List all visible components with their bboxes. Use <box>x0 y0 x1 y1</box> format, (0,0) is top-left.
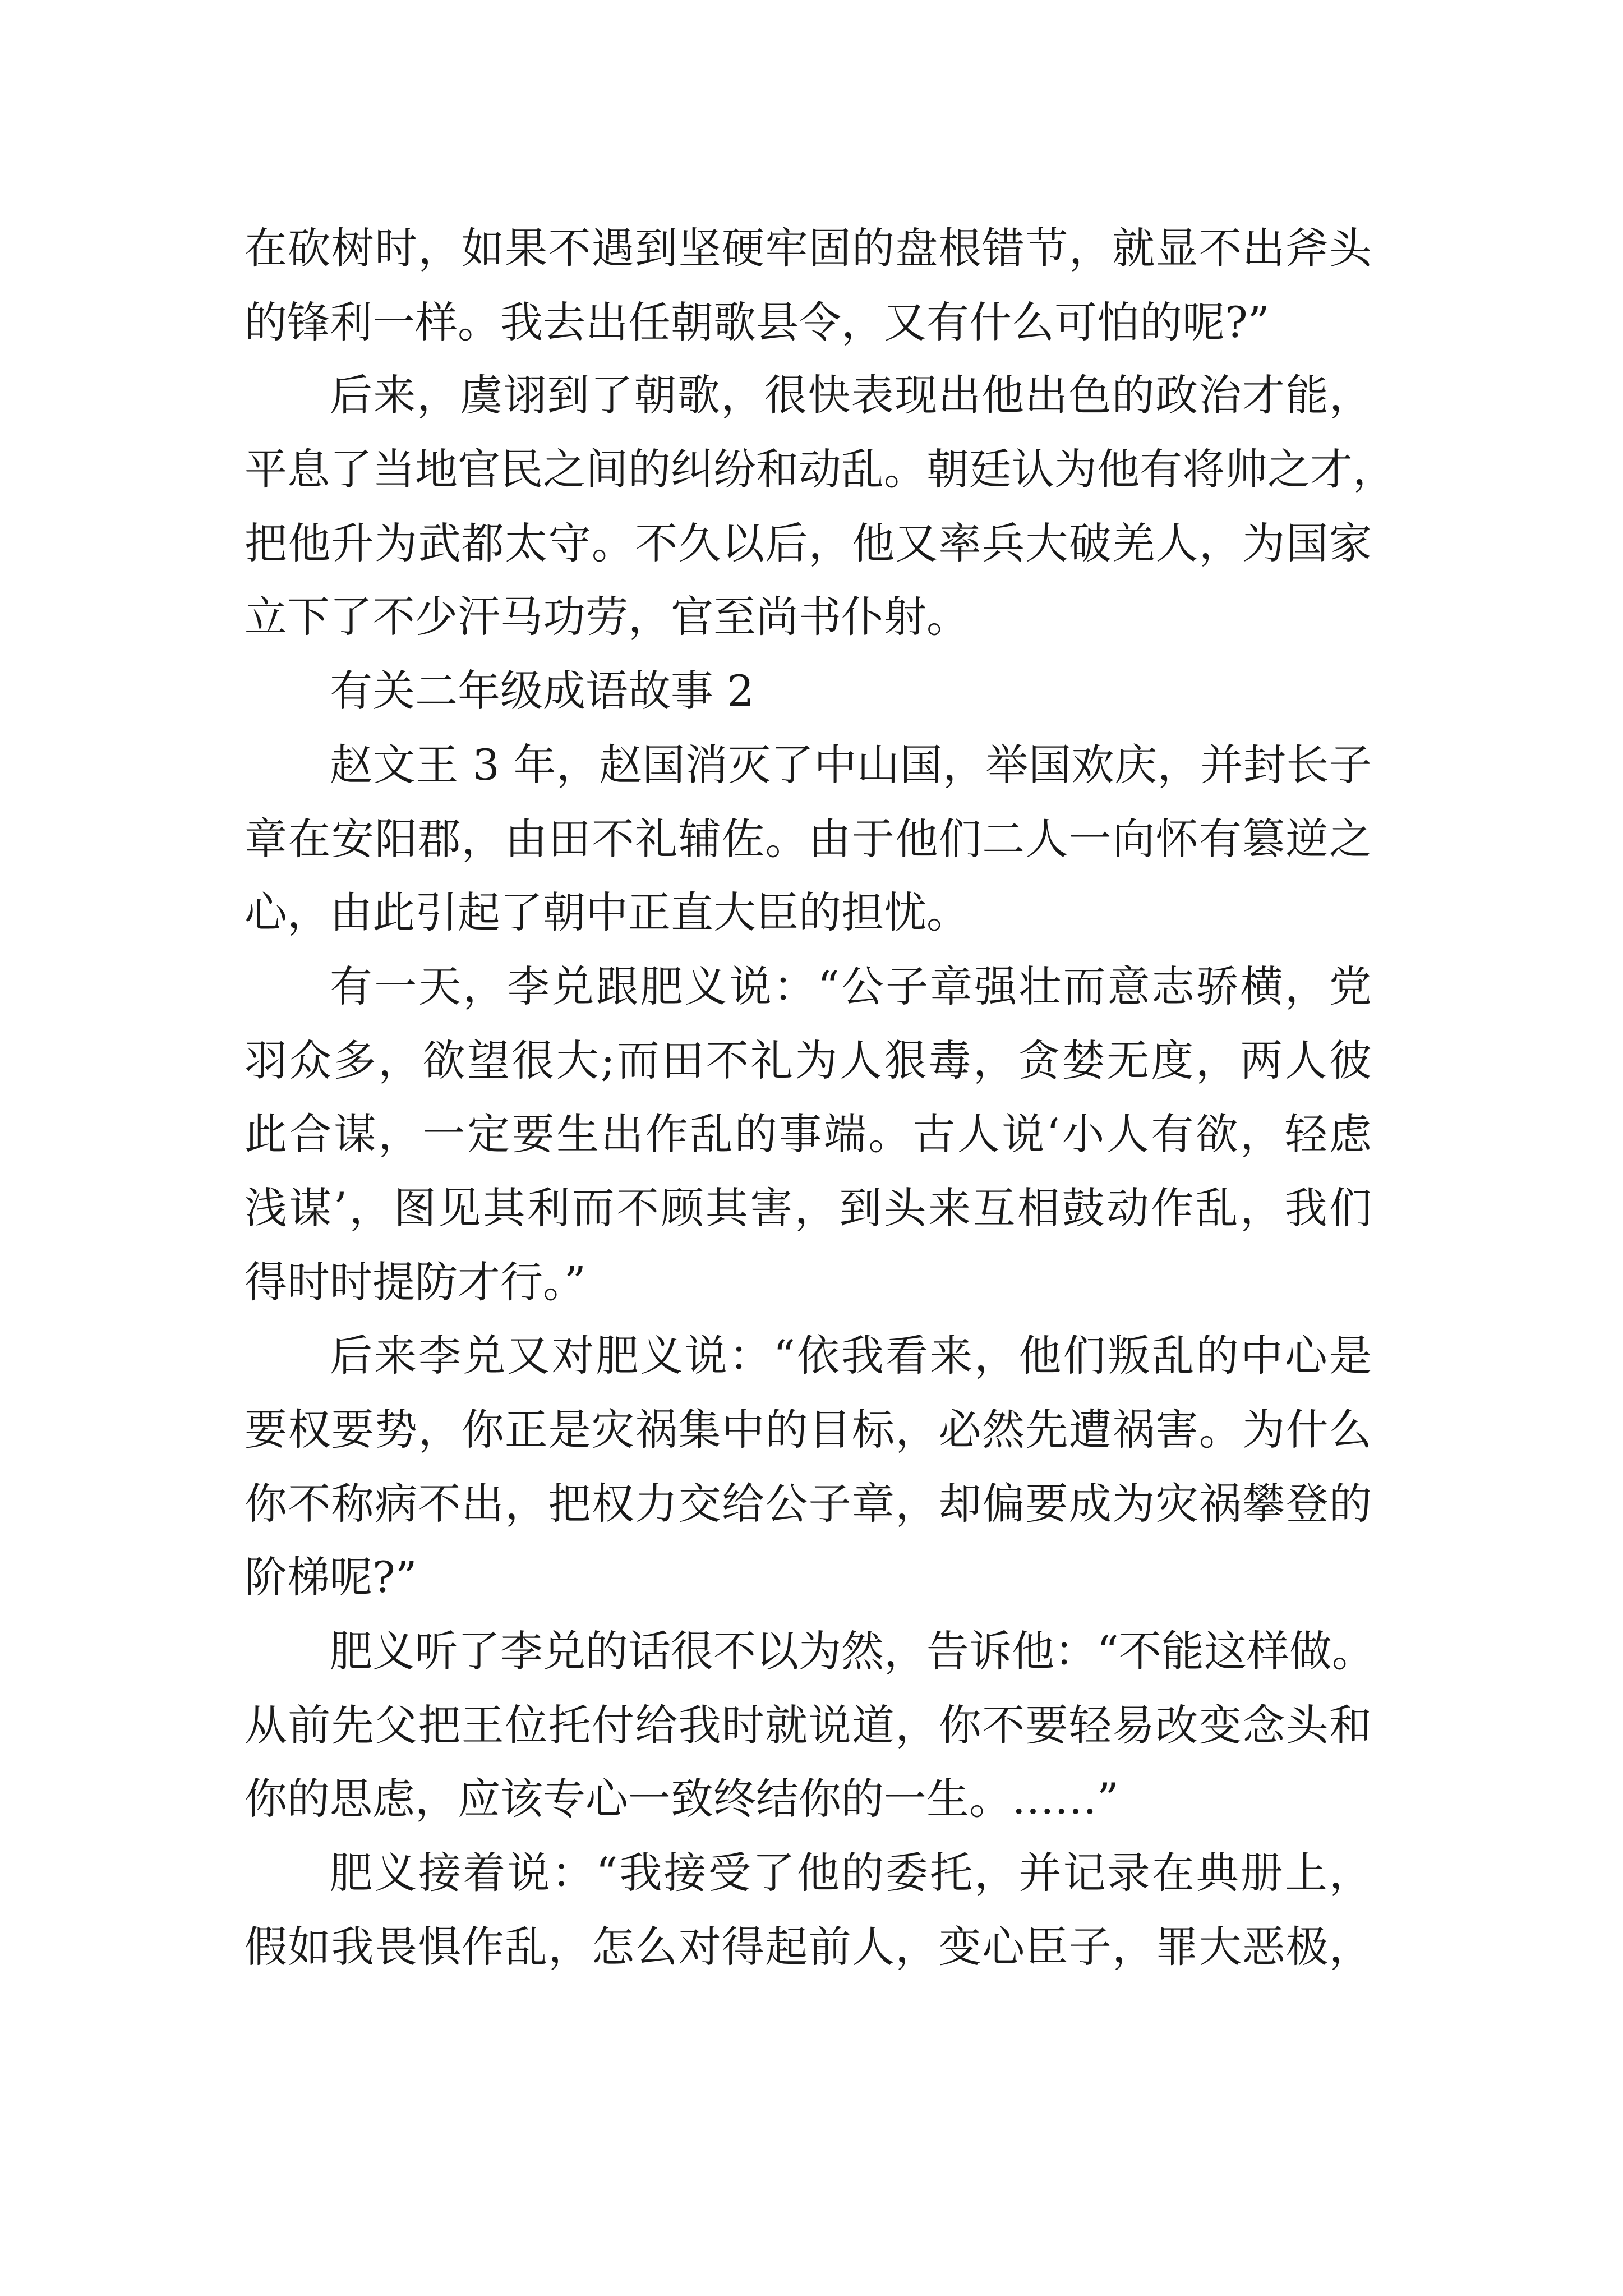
text-line: 后来李兑又对肥义说：“依我看来，他们叛乱的中心是 <box>330 1331 1372 1381</box>
text-line: 阶梯呢?” <box>245 1552 417 1602</box>
text-line: 后来，虞诩到了朝歌，很快表现出他出色的政治才能， <box>330 370 1372 420</box>
text-line: 假如我畏惧作乱，怎么对得起前人，变心臣子，罪大恶极， <box>245 1922 1372 1972</box>
text-line: 心，由此引起了朝中正直大臣的担忧。 <box>245 887 969 937</box>
text-line: 羽众多，欲望很大;而田不礼为人狠毒，贪婪无度，两人彼 <box>245 1036 1372 1085</box>
text-line: 把他升为武都太守。不久以后，他又率兵大破羌人，为国家 <box>245 518 1372 568</box>
text-line: 立下了不少汗马功劳，官至尚书仆射。 <box>245 592 969 642</box>
text-line: 肥义接着说：“我接受了他的委托，并记录在典册上， <box>330 1848 1372 1898</box>
text-line: 此合谋，一定要生出作乱的事端。古人说‘小人有欲，轻虑 <box>245 1109 1372 1159</box>
text-line: 肥义听了李兑的话很不以为然，告诉他：“不能这样做。 <box>330 1626 1375 1676</box>
text-line: 你的思虑，应该专心一致终结你的一生。……” <box>245 1774 1119 1824</box>
text-line: 在砍树时，如果不遇到坚硬牢固的盘根错节，就显不出斧头 <box>245 223 1372 273</box>
text-line: 的锋利一样。我去出任朝歌县令，又有什么可怕的呢?” <box>245 297 1270 347</box>
text-line: 从前先父把王位托付给我时就说道，你不要轻易改变念头和 <box>245 1700 1372 1750</box>
text-line: 浅谋’，图见其利而不顾其害，到头来互相鼓动作乱，我们 <box>245 1183 1372 1233</box>
text-line: 有一天，李兑跟肥义说：“公子章强壮而意志骄横，党 <box>330 961 1372 1011</box>
text-line: 赵文王 3 年，赵国消灭了中山国，举国欢庆，并封长子 <box>330 740 1372 790</box>
text-line: 要权要势，你正是灾祸集中的目标，必然先遭祸害。为什么 <box>245 1405 1372 1455</box>
text-line: 平息了当地官民之间的纠纷和动乱。朝廷认为他有将帅之才， <box>245 444 1395 494</box>
text-line: 你不称病不出，把权力交给公子章，却偏要成为灾祸攀登的 <box>245 1479 1372 1529</box>
text-line: 得时时提防才行。” <box>245 1257 586 1307</box>
text-line: 章在安阳郡，由田不礼辅佐。由于他们二人一向怀有篡逆之 <box>245 814 1372 864</box>
section-heading: 有关二年级成语故事 2 <box>330 666 754 716</box>
